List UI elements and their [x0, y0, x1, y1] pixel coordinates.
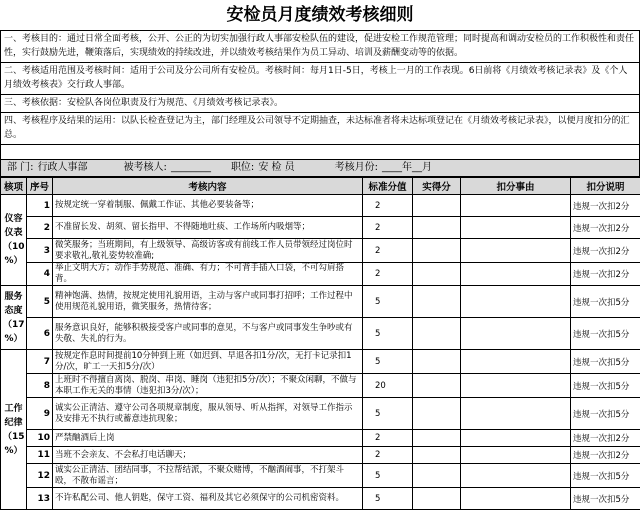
row-standard-score: 2 [363, 430, 413, 447]
table-row [1, 350, 640, 374]
row-actual-score-cell[interactable] [413, 464, 461, 488]
row-number: 11 [27, 447, 53, 464]
row-standard-score: 2 [363, 195, 413, 217]
row-number: 2 [27, 217, 53, 239]
row-number: 1 [27, 195, 53, 217]
table-row [1, 263, 640, 286]
row-number: 4 [27, 263, 53, 286]
assessee-label: 被考核人: [124, 160, 167, 176]
header-deduction-note: 扣分说明 [571, 178, 640, 195]
row-standard-score: 5 [363, 464, 413, 488]
row-content: 按规定统一穿着制服、佩戴工作证、其他必要装备等； [53, 195, 363, 217]
header-deduction-reason: 扣分事由 [461, 178, 571, 195]
row-actual-score-cell[interactable] [413, 286, 461, 318]
row-reason-cell[interactable] [461, 464, 571, 488]
row-standard-score: 2 [363, 263, 413, 286]
row-reason-cell[interactable] [461, 195, 571, 217]
row-number: 5 [27, 286, 53, 318]
table-row [1, 374, 640, 398]
row-reason-cell[interactable] [461, 398, 571, 430]
header-number: 序号 [27, 178, 53, 195]
row-actual-score-cell[interactable] [413, 398, 461, 430]
row-reason-cell[interactable] [461, 430, 571, 447]
spacer-row [0, 145, 640, 159]
header-standard-score: 标准分值 [363, 178, 413, 195]
row-deduction-note: 违规一次扣5分 [571, 374, 640, 398]
table-row [1, 318, 640, 350]
row-actual-score-cell[interactable] [413, 374, 461, 398]
month-label: 考核月份: [335, 160, 378, 176]
row-deduction-note: 违规一次扣2分 [571, 195, 640, 217]
row-content: 举止文明大方；动作手势规范、准确、有力；不可背手插入口袋，不可勾肩搭背。 [53, 263, 363, 286]
row-reason-cell[interactable] [461, 350, 571, 374]
row-standard-score: 2 [363, 239, 413, 263]
row-actual-score-cell[interactable] [413, 430, 461, 447]
table-header-row [1, 178, 640, 195]
table-row [1, 217, 640, 239]
row-reason-cell[interactable] [461, 318, 571, 350]
row-deduction-note: 违规一次扣5分 [571, 464, 640, 488]
table-row [1, 447, 640, 464]
row-actual-score-cell[interactable] [413, 239, 461, 263]
table-row [1, 286, 640, 318]
assessee-value: ________ [171, 160, 211, 176]
row-number: 6 [27, 318, 53, 350]
intro-paragraph-scope: 二、考核适用范围及考核时间：适用于公司及分公司所有安检员。考核时间：每月1日-5日，考核上一月的工作表现。6日前将《月绩效考核记录表》及《个人月绩效考核表》交行政人事部。 [1, 63, 639, 95]
row-number: 7 [27, 350, 53, 374]
row-standard-score: 5 [363, 286, 413, 318]
row-deduction-note: 违规一次扣5分 [571, 318, 640, 350]
intro-paragraph-purpose: 一、考核目的：通过日常全面考核，公开、公正的为切实加强行政人事部安检队伍的建设，促进安检工作规范管理；同时提高和调动安检员的工作积极性和责任性，实行鼓励先进，鞭策落后，实现绩效的持续改进，并以绩效考核结果作为员工异动、培训及薪酬变动等的依据。 [1, 31, 639, 63]
row-content: 服务意识良好，能够积极接受客户或同事的意见，不与客户或同事发生争吵或有失敬、失礼的行为。 [53, 318, 363, 350]
intro-paragraph-basis: 三、考核依据：安检队各岗位职责及行为规范、《月绩效考核记录表》。 [1, 95, 639, 113]
row-reason-cell[interactable] [461, 374, 571, 398]
category-service-attitude: 服务 态度 （17 %） [1, 286, 27, 350]
row-reason-cell[interactable] [461, 488, 571, 510]
row-actual-score-cell[interactable] [413, 350, 461, 374]
row-reason-cell[interactable] [461, 286, 571, 318]
month-value: ____年__月 [382, 160, 432, 176]
table-row [1, 488, 640, 510]
row-reason-cell[interactable] [461, 239, 571, 263]
category-appearance: 仪容 仪表 （10 %） [1, 195, 27, 286]
row-number: 13 [27, 488, 53, 510]
row-content: 诚实公正清洁、遵守公司各项规章制度，服从领导、听从指挥，对领导工作指示及安排无不执行或蓄意违抗现象； [53, 398, 363, 430]
row-content: 按规定作息时间提前10分钟到上班（如迟到、早退各扣1分/次，无打卡记录扣1分/次，旷工一天扣5分/次） [53, 350, 363, 374]
intro-section [0, 31, 640, 145]
row-content: 微笑服务；当班期间，有上级领导、高级访客或有前线工作人员带领经过岗位时要求敬礼,敬礼姿势较准确; [53, 239, 363, 263]
row-deduction-note: 违规一次扣5分 [571, 350, 640, 374]
row-number: 3 [27, 239, 53, 263]
row-standard-score: 5 [363, 350, 413, 374]
header-actual-score: 实得分 [413, 178, 461, 195]
row-deduction-note: 违规一次扣5分 [571, 286, 640, 318]
row-deduction-note: 违规一次扣5分 [571, 398, 640, 430]
intro-paragraph-procedure: 四、考核程序及结果的运用：以队长检查登记为主，部门经理及公司领导不定期抽查，未达标准者将未达标项登记在《月绩效考核记录表》，以便月度扣分的汇总。 [1, 113, 639, 145]
row-standard-score: 2 [363, 447, 413, 464]
row-content: 诚实公正清洁、团结同事，不拉帮结派，不聚众赌博，不酗酒闹事，不打架斗殴，不散布谣言； [53, 464, 363, 488]
sheet-title: 安检员月度绩效考核细则 [0, 0, 640, 31]
row-number: 9 [27, 398, 53, 430]
row-number: 12 [27, 464, 53, 488]
row-standard-score: 20 [363, 374, 413, 398]
row-deduction-note: 违规一次扣5分 [571, 488, 640, 510]
category-work-discipline: 工作 纪律 （15 %） [1, 350, 27, 510]
assessment-table [0, 177, 640, 510]
row-content: 不准留长发、胡须、留长指甲、不得随地吐痰、工作场所内吸烟等； [53, 217, 363, 239]
table-row [1, 195, 640, 217]
row-actual-score-cell[interactable] [413, 318, 461, 350]
header-category: 核项 [1, 178, 27, 195]
table-row [1, 239, 640, 263]
row-deduction-note: 违规一次扣2分 [571, 447, 640, 464]
row-deduction-note: 违规一次扣2分 [571, 217, 640, 239]
row-actual-score-cell[interactable] [413, 447, 461, 464]
position-value: 安 检 员 [258, 160, 294, 176]
info-row [0, 159, 640, 177]
row-reason-cell[interactable] [461, 263, 571, 286]
row-content: 不许私配公司、他人钥匙，保守工资、福利及其它必须保守的公司机密资料。 [53, 488, 363, 510]
header-content: 考核内容 [53, 178, 363, 195]
row-deduction-note: 违规一次扣2分 [571, 430, 640, 447]
row-actual-score-cell[interactable] [413, 488, 461, 510]
row-standard-score: 5 [363, 398, 413, 430]
row-number: 10 [27, 430, 53, 447]
row-deduction-note: 违规一次扣2分 [571, 239, 640, 263]
row-content: 精神饱满、热情，按规定使用礼貌用语，主动与客户或同事打招呼；工作过程中使用规范礼貌用语，微笑服务，热情待客； [53, 286, 363, 318]
row-content: 上班时不得擅自离岗、脱岗、串岗、睡岗（违犯扣5分/次）；不聚众闲聊，不做与本职工作无关的事情（违犯扣3分/次）； [53, 374, 363, 398]
table-row [1, 464, 640, 488]
row-actual-score-cell[interactable] [413, 195, 461, 217]
row-reason-cell[interactable] [461, 217, 571, 239]
row-actual-score-cell[interactable] [413, 217, 461, 239]
row-actual-score-cell[interactable] [413, 263, 461, 286]
row-number: 8 [27, 374, 53, 398]
dept-label: 部 门: [7, 160, 34, 176]
row-standard-score: 2 [363, 217, 413, 239]
row-standard-score: 5 [363, 318, 413, 350]
row-standard-score: 5 [363, 488, 413, 510]
row-content: 当班不会亲友、不会私打电话聊天； [53, 447, 363, 464]
row-reason-cell[interactable] [461, 447, 571, 464]
row-content: 严禁酗酒后上岗 [53, 430, 363, 447]
position-label: 职位: [231, 160, 254, 176]
row-deduction-note: 违规一次扣2分 [571, 263, 640, 286]
table-row [1, 398, 640, 430]
table-row [1, 430, 640, 447]
dept-value: 行政人事部 [38, 160, 88, 176]
